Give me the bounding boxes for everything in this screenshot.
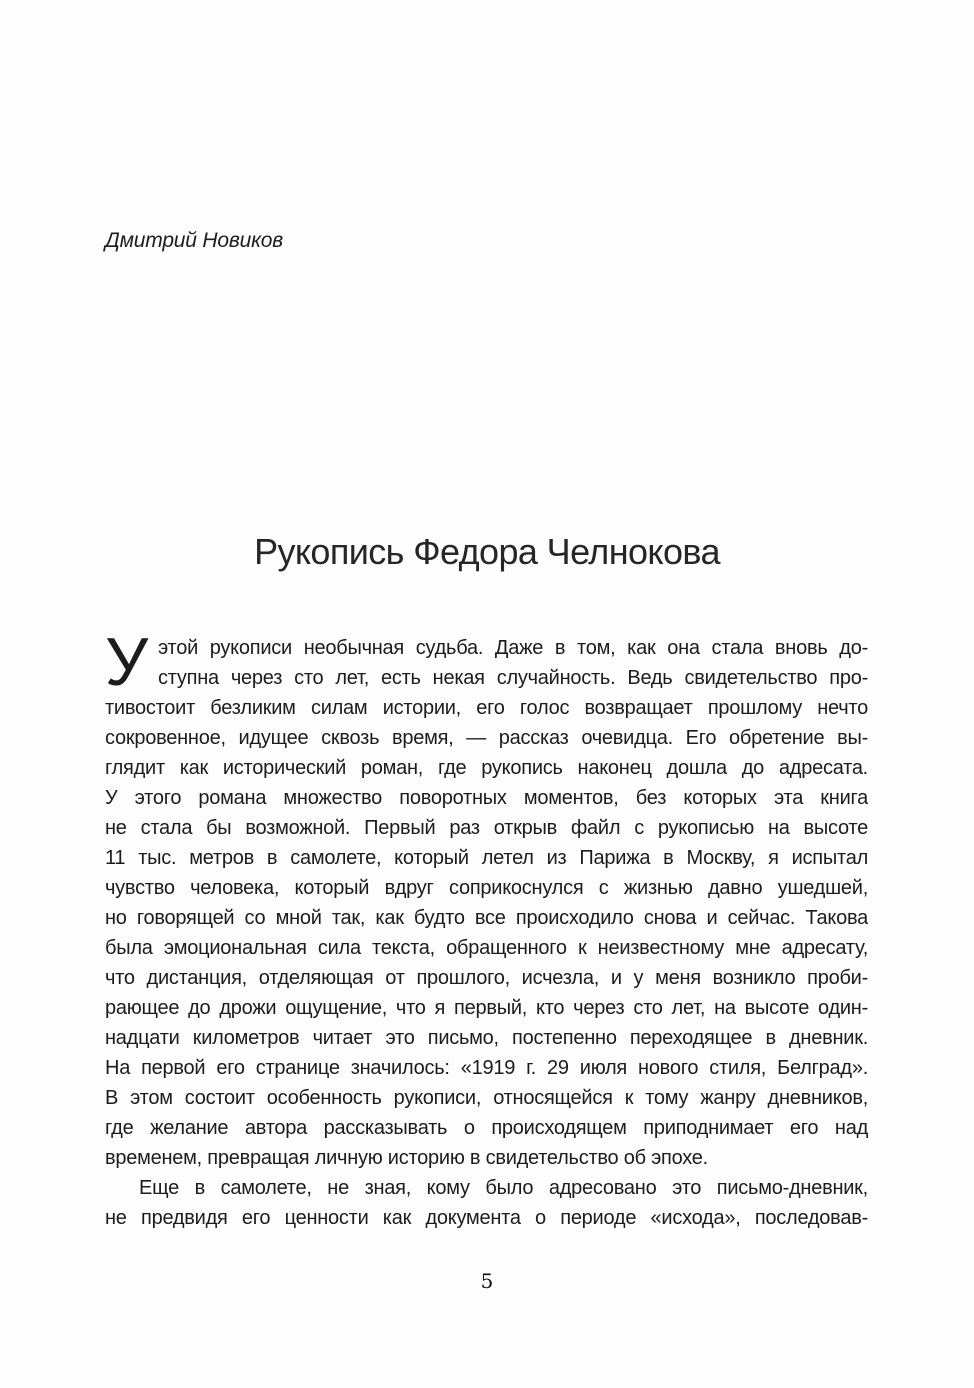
text-line: тивостоит безликим силам истории, его голос возвращает прошлому нечто [105,697,868,719]
text-line: На первой его странице значилось: «1919 г. 29 июля нового стиля, Белград». [105,1057,868,1079]
text-line: Еще в самолете, не зная, кому было адресовано это письмо-дневник, [139,1177,868,1199]
text-line: 11 тыс. метров в самолете, который летел из Парижа в Москву, я испытал [105,847,868,869]
page-number: 5 [480,1269,494,1293]
text-line: глядит как исторический роман, где рукопись наконец дошла до адресата. [105,757,868,779]
chapter-title: Рукопись Федора Челнокова [254,531,720,572]
text-line: рающее до дрожи ощущение, что я первый, кто через сто лет, на высоте один- [105,997,868,1019]
text-line: но говорящей со мной так, как будто все происходило снова и сейчас. Такова [105,907,868,929]
text-line: что дистанция, отделяющая от прошлого, исчезла, и у меня возникло проби- [105,967,868,989]
text-line: не предвидя его ценности как документа о периоде «исхода», последовав- [105,1207,868,1229]
text-line: где желание автора рассказывать о происходящем приподнимает его над [105,1117,868,1139]
text-line: сокровенное, идущее сквозь время, — рассказ очевидца. Его обретение вы- [105,727,868,749]
text-line: В этом состоит особенность рукописи, относящейся к тому жанру дневников, [105,1087,868,1109]
text-line: ступна через сто лет, есть некая случайность. Ведь свидетельство про- [158,667,868,689]
drop-cap: У [105,624,149,700]
text-line: временем, превращая личную историю в свидетельство об эпохе. [105,1147,708,1169]
body-text [105,624,868,1233]
text-line: У этого романа множество поворотных моментов, без которых эта книга [105,787,868,809]
text-line: не стала бы возможной. Первый раз открыв файл с рукописью на высоте [105,817,868,839]
author-name: Дмитрий Новиков [105,229,284,252]
text-line: этой рукописи необычная судьба. Даже в том, как она стала вновь до- [158,637,868,659]
text-line: надцати километров читает это письмо, постепенно переходящее в дневник. [105,1027,868,1049]
text-line: чувство человека, который вдруг соприкоснулся с жизнью давно ушедшей, [105,877,868,899]
text-line: была эмоциональная сила текста, обращенного к неизвестному мне адресату, [105,937,868,959]
